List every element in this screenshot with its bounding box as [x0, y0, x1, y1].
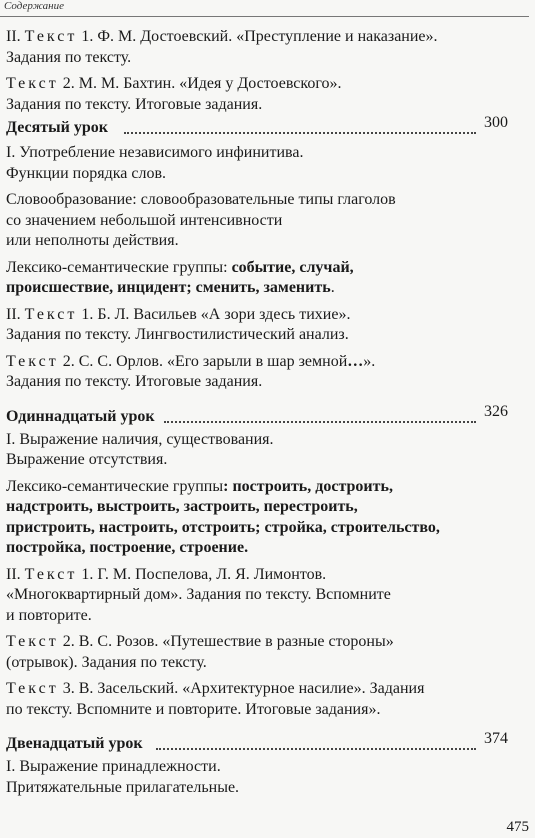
entry-text: 2. В. С. Розов. «Путешествие в разные стороны» [62, 633, 394, 650]
toc-line: или неполноты действия. [6, 232, 179, 249]
entry-text: Лексико-семантические группы: [6, 258, 232, 276]
entry-text: 2. С. С. Орлов. «Его зарыли в шар земной [62, 352, 348, 370]
toc-line [6, 27, 508, 48]
toc-line: со значением небольшой интенсивности [6, 211, 283, 229]
toc-line [6, 258, 508, 279]
toc-entry-possession [6, 757, 508, 798]
toc-line: Притяжательные прилагательные. [6, 778, 240, 796]
toc-line [6, 74, 508, 95]
toc-line: Задания по тексту. [6, 48, 132, 66]
entry-bold-text: событие, случай, [231, 258, 354, 276]
toc-line: Задания по тексту. Итоговые задания. [6, 373, 263, 390]
text-label: Текст [6, 633, 59, 650]
dot-leader [164, 421, 476, 423]
text-label: Текст [24, 565, 78, 583]
toc-entry-text2-bakhtin [6, 74, 508, 115]
toc-entry-infinitive [6, 143, 508, 184]
toc-line [6, 477, 508, 498]
toc-entry-text1-vasiliev [6, 305, 508, 346]
toc-entry-lexical-groups-event [6, 258, 508, 299]
running-header [0, 0, 535, 20]
entry-text: 1. Б. Л. Васильев «А зори здесь тихие». [81, 305, 351, 323]
toc-line: и повторите. [6, 606, 92, 624]
entry-text: 1. Г. М. Поспелова, Л. Я. Лимонтов. [81, 565, 327, 583]
entry-bold-text: … [347, 352, 364, 370]
text-label: Текст [24, 305, 78, 323]
toc-entry-text2-rozov [6, 632, 508, 673]
header-rule [0, 16, 529, 17]
toc-line: I. Выражение принадлежности. [6, 758, 221, 775]
toc-entry-word-formation [6, 190, 508, 252]
entry-bold-text: надстроить, выстроить, застроить, перестроить, [6, 498, 358, 515]
toc-line [6, 497, 508, 518]
entry-text: 2. М. М. Бахтин. «Идея у Достоевского». [62, 75, 342, 92]
toc-entry-lexical-groups-build [6, 477, 508, 559]
toc-entry-text3-zaselsky [6, 679, 508, 720]
entry-bold-text: пристроить, настроить, отстроить; стройка, строительство, [6, 518, 440, 536]
entry-text: Лексико-семантические группы [6, 477, 224, 495]
toc-line: Задания по тексту. Лингвостилистический анализ. [6, 326, 349, 343]
dot-leader [124, 132, 476, 134]
lesson-page-number: 326 [484, 402, 508, 420]
toc-line [6, 679, 508, 700]
toc-line: Функции порядка слов. [6, 164, 166, 182]
section-number: II. [6, 28, 21, 45]
entry-text: 3. В. Засельский. «Архитектурное насилие». Задания [62, 680, 425, 697]
toc-line [6, 305, 508, 326]
toc-line: Выражение отсутствия. [6, 451, 168, 468]
lesson-heading-12 [6, 730, 508, 755]
text-label: Текст [24, 28, 78, 45]
toc-entry-text1-dostoevsky [6, 27, 508, 68]
dot-leader [156, 748, 476, 750]
toc-line: (отрывок). Задания по тексту. [6, 653, 207, 671]
toc-line: Словообразование: словообразовательные типы глаголов [6, 191, 396, 208]
entry-text: 1. Ф. М. Достоевский. «Преступление и наказание». [81, 28, 438, 45]
lesson-title: Одиннадцатый урок [6, 407, 155, 425]
entry-bold-text: происшествие, инцидент; сменить, заменить [6, 279, 331, 296]
toc-line: по тексту. Вспомните и повторите. Итоговые задания». [6, 700, 381, 718]
entry-text: ». [363, 352, 376, 370]
toc-entry-existence [6, 430, 508, 471]
toc-entry-text1-pospelova [6, 565, 508, 627]
toc-line [6, 538, 508, 559]
lesson-title: Десятый урок [6, 119, 108, 136]
lesson-page-number: 374 [484, 730, 508, 747]
lesson-heading-11 [6, 402, 508, 428]
toc-line [6, 352, 508, 373]
toc-line [6, 565, 508, 586]
toc-line [6, 278, 508, 299]
toc-line: I. Выражение наличия, существования. [6, 430, 274, 448]
entry-bold-text: постройка, построение, строение. [6, 539, 249, 556]
toc-line [6, 518, 508, 539]
toc-content [6, 27, 508, 798]
lesson-heading-10 [6, 114, 508, 139]
text-label: Текст [6, 75, 59, 92]
page-number: 475 [506, 819, 529, 835]
toc-entry-text2-orlov [6, 352, 508, 393]
lesson-page-number: 300 [484, 114, 508, 131]
running-title: Содержание [4, 0, 65, 12]
section-number: II. [6, 305, 21, 323]
entry-bold-text: : построить, достроить, [223, 477, 393, 495]
section-number: II. [6, 565, 21, 583]
toc-line: «Многоквартирный дом». Задания по тексту. Вспомните [6, 586, 391, 603]
text-label: Текст [6, 680, 59, 697]
toc-line [6, 632, 508, 653]
entry-text: . [330, 279, 335, 296]
toc-line: Задания по тексту. Итоговые задания. [6, 95, 263, 113]
lesson-title: Двенадцатый урок [6, 735, 143, 752]
toc-line: I. Употребление независимого инфинитива. [6, 144, 304, 161]
text-label: Текст [6, 352, 59, 370]
